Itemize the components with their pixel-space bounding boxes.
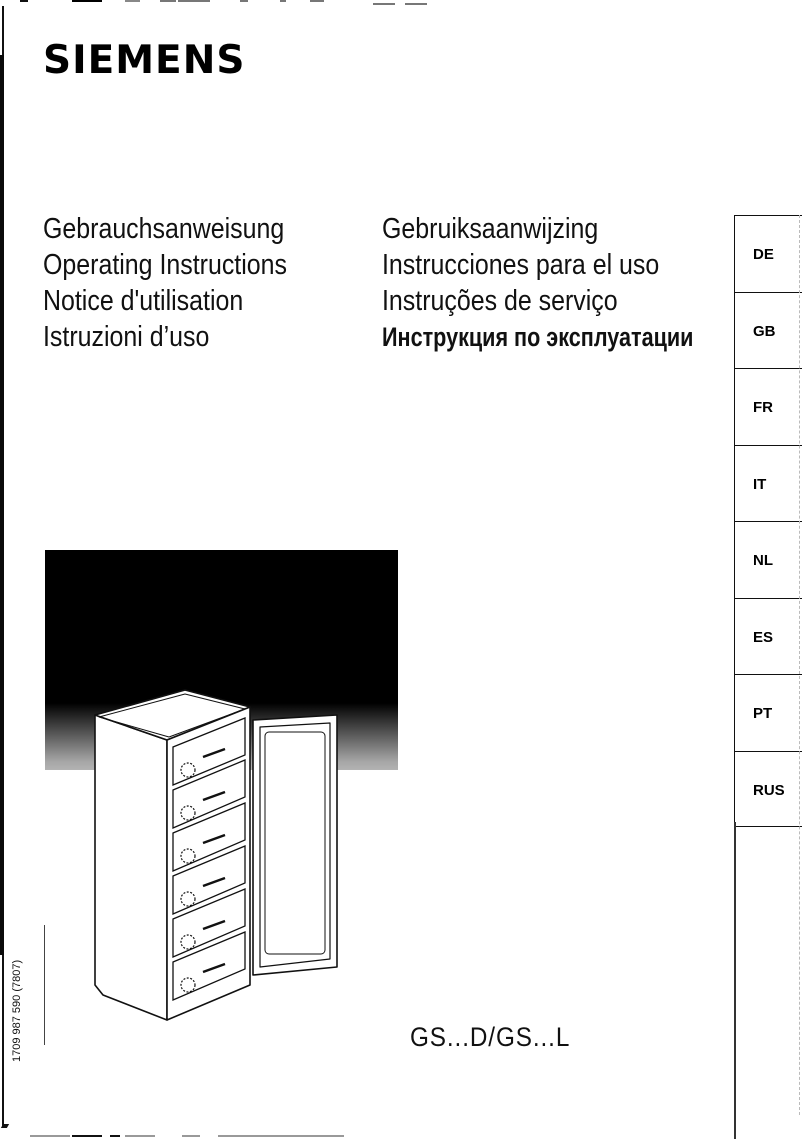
tab-rus[interactable]	[734, 751, 802, 828]
tab-column-rule	[734, 822, 736, 1139]
tab-label: NL	[753, 552, 773, 569]
title-fr: Notice d'utilisation	[43, 285, 244, 317]
tab-gb[interactable]	[734, 292, 802, 369]
tab-label: GB	[753, 322, 776, 340]
title-de: Gebrauchsanweisung	[43, 213, 285, 245]
top-edge-marks	[0, 0, 802, 6]
tab-fr[interactable]	[734, 368, 802, 445]
title-es: Instrucciones para el uso	[382, 249, 660, 281]
left-margin-rule-thick	[0, 55, 4, 955]
bottom-edge-marks	[0, 1135, 802, 1138]
tab-label: ES	[753, 628, 774, 646]
freezer-illustration	[85, 685, 385, 1025]
brand-logo: SIEMENS	[43, 38, 246, 83]
title-it: Istruzioni d’uso	[43, 321, 210, 353]
tab-label: PT	[753, 705, 773, 722]
title-gb: Operating Instructions	[43, 249, 287, 281]
titles-left-column	[43, 211, 327, 355]
tab-pt[interactable]	[734, 674, 802, 751]
model-designation: GS...D/GS...L	[410, 1022, 571, 1052]
tab-de[interactable]	[734, 215, 802, 292]
title-pt: Instruções de serviço	[382, 285, 618, 317]
tab-es[interactable]	[734, 598, 802, 675]
corner-crop-mark	[1, 1124, 9, 1128]
title-nl: Gebruiksaanwijzing	[382, 213, 599, 245]
tab-it[interactable]	[734, 445, 802, 522]
tab-nl[interactable]	[734, 521, 802, 598]
tab-label: IT	[753, 475, 767, 493]
page-right-edge	[799, 215, 800, 1115]
tab-label: DE	[753, 246, 774, 263]
tab-label: FR	[753, 399, 773, 416]
tab-label: RUS	[753, 781, 785, 799]
document-number: 1709 987 590 (7807)	[11, 959, 23, 1062]
titles-right-column	[382, 211, 771, 355]
title-rus: Инструкция по эксплуатации	[382, 322, 694, 352]
doc-number-rule	[44, 925, 45, 1045]
language-tabs	[734, 215, 802, 827]
